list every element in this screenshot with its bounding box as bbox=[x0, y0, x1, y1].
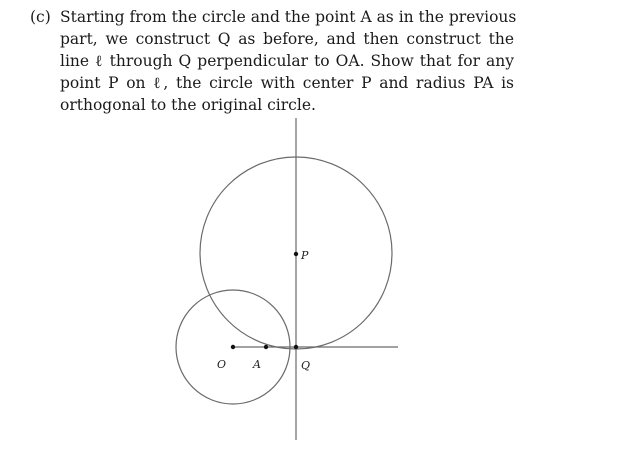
point-P bbox=[294, 252, 298, 256]
label-O: O bbox=[217, 358, 227, 371]
point-O bbox=[231, 345, 235, 349]
problem-line-5: orthogonal to the original circle. bbox=[60, 96, 316, 114]
label-P: P bbox=[301, 249, 309, 262]
label-Q: Q bbox=[301, 359, 311, 372]
problem-line-2: part, we construct Q as before, and then construct the bbox=[60, 30, 514, 48]
problem-label: (c) bbox=[30, 8, 51, 26]
problem-line-1: Starting from the circle and the point A as in the previous bbox=[60, 8, 517, 26]
problem-line-4: point P on ℓ, the circle with center P and radius PA is bbox=[60, 74, 514, 92]
point-Q bbox=[294, 345, 298, 349]
label-A: A bbox=[253, 358, 261, 371]
problem-line-3: line ℓ through Q perpendicular to OA. Show that for any bbox=[60, 52, 514, 70]
point-A bbox=[264, 345, 268, 349]
